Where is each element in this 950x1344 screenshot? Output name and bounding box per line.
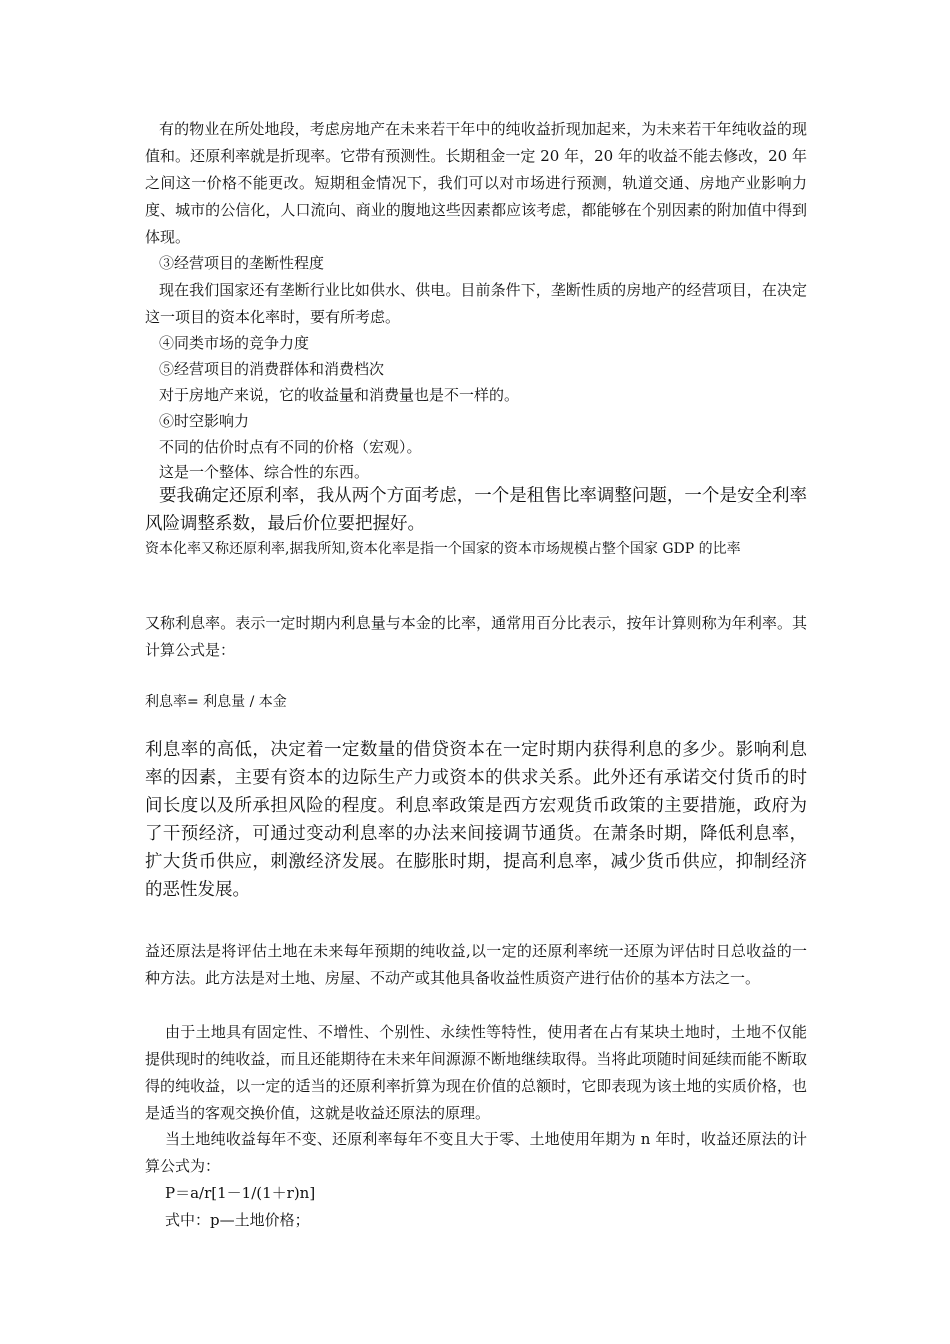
paragraph-income-approach-principle: 由于土地具有固定性、不增性、个别性、永续性等特性，使用者在占有某块土地时，土地不仅能提供现时的纯收益，而且还能期待在未来年间源源不断地继续取得。当将此项随时间延续而能不断取得的纯收益，以一定的适当的还原利率折算为现在价值的总额时，它即表现为该土地的实质价格，也是适当的客观交换价值，这就是收益还原法的原理。	[145, 1023, 807, 1122]
paragraph-income-approach: 益还原法是将评估土地在未来每年预期的纯收益,以一定的还原利率统一还原为评估时日总收益的一种方法。此方法是对土地、房屋、不动产或其他具备收益性质资产进行估价的基本方法之一。	[145, 942, 807, 987]
item-monopoly-degree: ③经营项目的垄断性程度	[159, 254, 325, 272]
formula-interest-rate: 利息率= 利息量 / 本金	[145, 694, 287, 710]
paragraph-interest-rate-factors: 利息率的高低，决定着一定数量的借贷资本在一定时期内获得利息的多少。影响利息率的因素，主要有资本的边际生产力或资本的供求关系。此外还有承诺交付货币的时间长度以及所承担风险的程度。利息率政策是西方宏观货币政策的主要措施，政府为了干预经济，可通过变动利息率的办法来间接调节通货。在萧条时期，降低利息率，扩大货币供应，刺激经济发展。在膨胀时期，提高利息率，减少货币供应，抑制经济的恶性发展。	[145, 740, 807, 900]
paragraph-interest-rate-definition: 又称利息率。表示一定时期内利息量与本金的比率，通常用百分比表示，按年计算则称为年利率。其计算公式是：	[145, 614, 807, 659]
paragraph-income-consumption: 对于房地产来说，它的收益量和消费量也是不一样的。	[159, 386, 520, 404]
item-spacetime-influence: ⑥时空影响力	[159, 412, 250, 430]
paragraph-overall-comprehensive: 这是一个整体、综合性的东西。	[159, 463, 370, 481]
paragraph-formula-conditions: 当土地纯收益每年不变、还原利率每年不变且大于零、土地使用年期为 n 年时，收益还原法的计算公式为：	[145, 1130, 807, 1175]
formula-variable-p: 式中：p—土地价格；	[165, 1211, 310, 1229]
paragraph-capitalization-rate: 资本化率又称还原利率,据我所知,资本化率是指一个国家的资本市场规模占整个国家 GDP 的比率	[145, 541, 741, 557]
paragraph-determine-rate: 要我确定还原利率，我从两个方面考虑，一个是租售比率调整问题，一个是安全利率 风险调整系数，最后价位要把握好。	[145, 486, 807, 534]
paragraph-net-income-discount: 有的物业在所处地段，考虑房地产在未来若干年中的纯收益折现加起来，为未来若干年纯收益的现值和。还原利率就是折现率。它带有预测性。长期租金一定 20 年，20 年的收益不能去修改，20 年之间这一价格不能更改。短期租金情况下，我们可以对市场进行预测，轨道交通、房地产业影响力度、城市的公信化，人口流向、商业的腹地这些因素都应该考虑，都能够在个别因素的附加值中得到体现。	[145, 120, 807, 246]
item-consumer-groups: ⑤经营项目的消费群体和消费档次	[159, 360, 385, 378]
paragraph-monopoly-industries: 现在我们国家还有垄断行业比如供水、供电。目前条件下，垄断性质的房地产的经营项目，在决定这一项目的资本化率时，要有所考虑。	[145, 281, 807, 326]
item-market-competition: ④同类市场的竞争力度	[159, 334, 310, 352]
formula-land-price: P＝a/r[1－1/(1＋r)n]	[165, 1184, 316, 1202]
paragraph-valuation-time: 不同的估价时点有不同的价格（宏观）。	[159, 438, 422, 456]
